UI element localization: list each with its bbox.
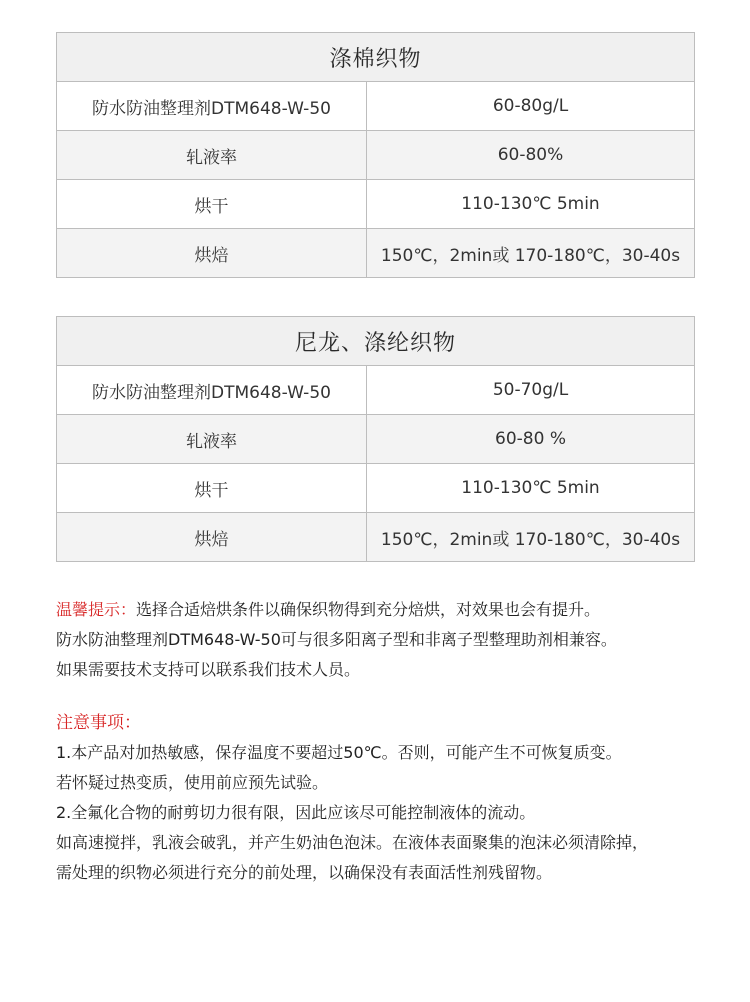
nylon-polyester-table <box>56 316 695 562</box>
param-name: 烘焙 <box>57 513 367 562</box>
table-row <box>57 415 695 464</box>
param-name: 烘干 <box>57 464 367 513</box>
tips-line <box>56 595 716 625</box>
notice-item-continued: 若怀疑过热变质，使用前应预先试验。 <box>56 773 329 792</box>
table-row <box>57 131 695 180</box>
param-value: 110-130℃ 5min <box>367 464 695 513</box>
tips-section <box>56 595 716 685</box>
table-row <box>57 366 695 415</box>
polyester-cotton-table <box>56 32 695 278</box>
tips-text: 选择合适焙烘条件以确保织物得到充分焙烘，对效果也会有提升。 <box>136 600 601 619</box>
param-name: 防水防油整理剂DTM648-W-50 <box>57 82 367 131</box>
tips-line: 防水防油整理剂DTM648-W-50可与很多阳离子型和非离子型整理助剂相兼容。 <box>56 630 617 649</box>
param-name: 烘焙 <box>57 229 367 278</box>
table-row <box>57 229 695 278</box>
param-value: 110-130℃ 5min <box>367 180 695 229</box>
table-row <box>57 82 695 131</box>
notice-item-continued: 如高速搅拌，乳液会破乳，并产生奶油色泡沫。在液体表面聚集的泡沫必须清除掉， <box>56 833 649 852</box>
table-row <box>57 513 695 562</box>
tips-line: 如果需要技术支持可以联系我们技术人员。 <box>56 660 361 679</box>
table-title: 尼龙、涤纶织物 <box>57 317 695 366</box>
notice-item: 1.本产品对加热敏感，保存温度不要超过50℃。否则，可能产生不可恢复质变。 <box>56 743 622 762</box>
tips-label: 温馨提示： <box>56 600 137 619</box>
notice-item-continued: 需处理的织物必须进行充分的前处理，以确保没有表面活性剂残留物。 <box>56 863 553 882</box>
table-header-row <box>57 317 695 366</box>
param-name: 轧液率 <box>57 415 367 464</box>
table-row <box>57 180 695 229</box>
notice-item: 2.全氟化合物的耐剪切力很有限，因此应该尽可能控制液体的流动。 <box>56 803 536 822</box>
table-title: 涤棉织物 <box>57 33 695 82</box>
param-name: 轧液率 <box>57 131 367 180</box>
param-name: 烘干 <box>57 180 367 229</box>
table-row <box>57 464 695 513</box>
param-value: 150℃，2min或 170-180℃，30-40s <box>367 513 695 562</box>
param-value: 50-70g/L <box>367 366 695 415</box>
notice-section <box>56 708 716 888</box>
param-value: 60-80g/L <box>367 82 695 131</box>
table-header-row <box>57 33 695 82</box>
param-value: 60-80% <box>367 131 695 180</box>
param-name: 防水防油整理剂DTM648-W-50 <box>57 366 367 415</box>
param-value: 60-80 % <box>367 415 695 464</box>
notice-title: 注意事项： <box>56 713 141 733</box>
param-value: 150℃，2min或 170-180℃，30-40s <box>367 229 695 278</box>
